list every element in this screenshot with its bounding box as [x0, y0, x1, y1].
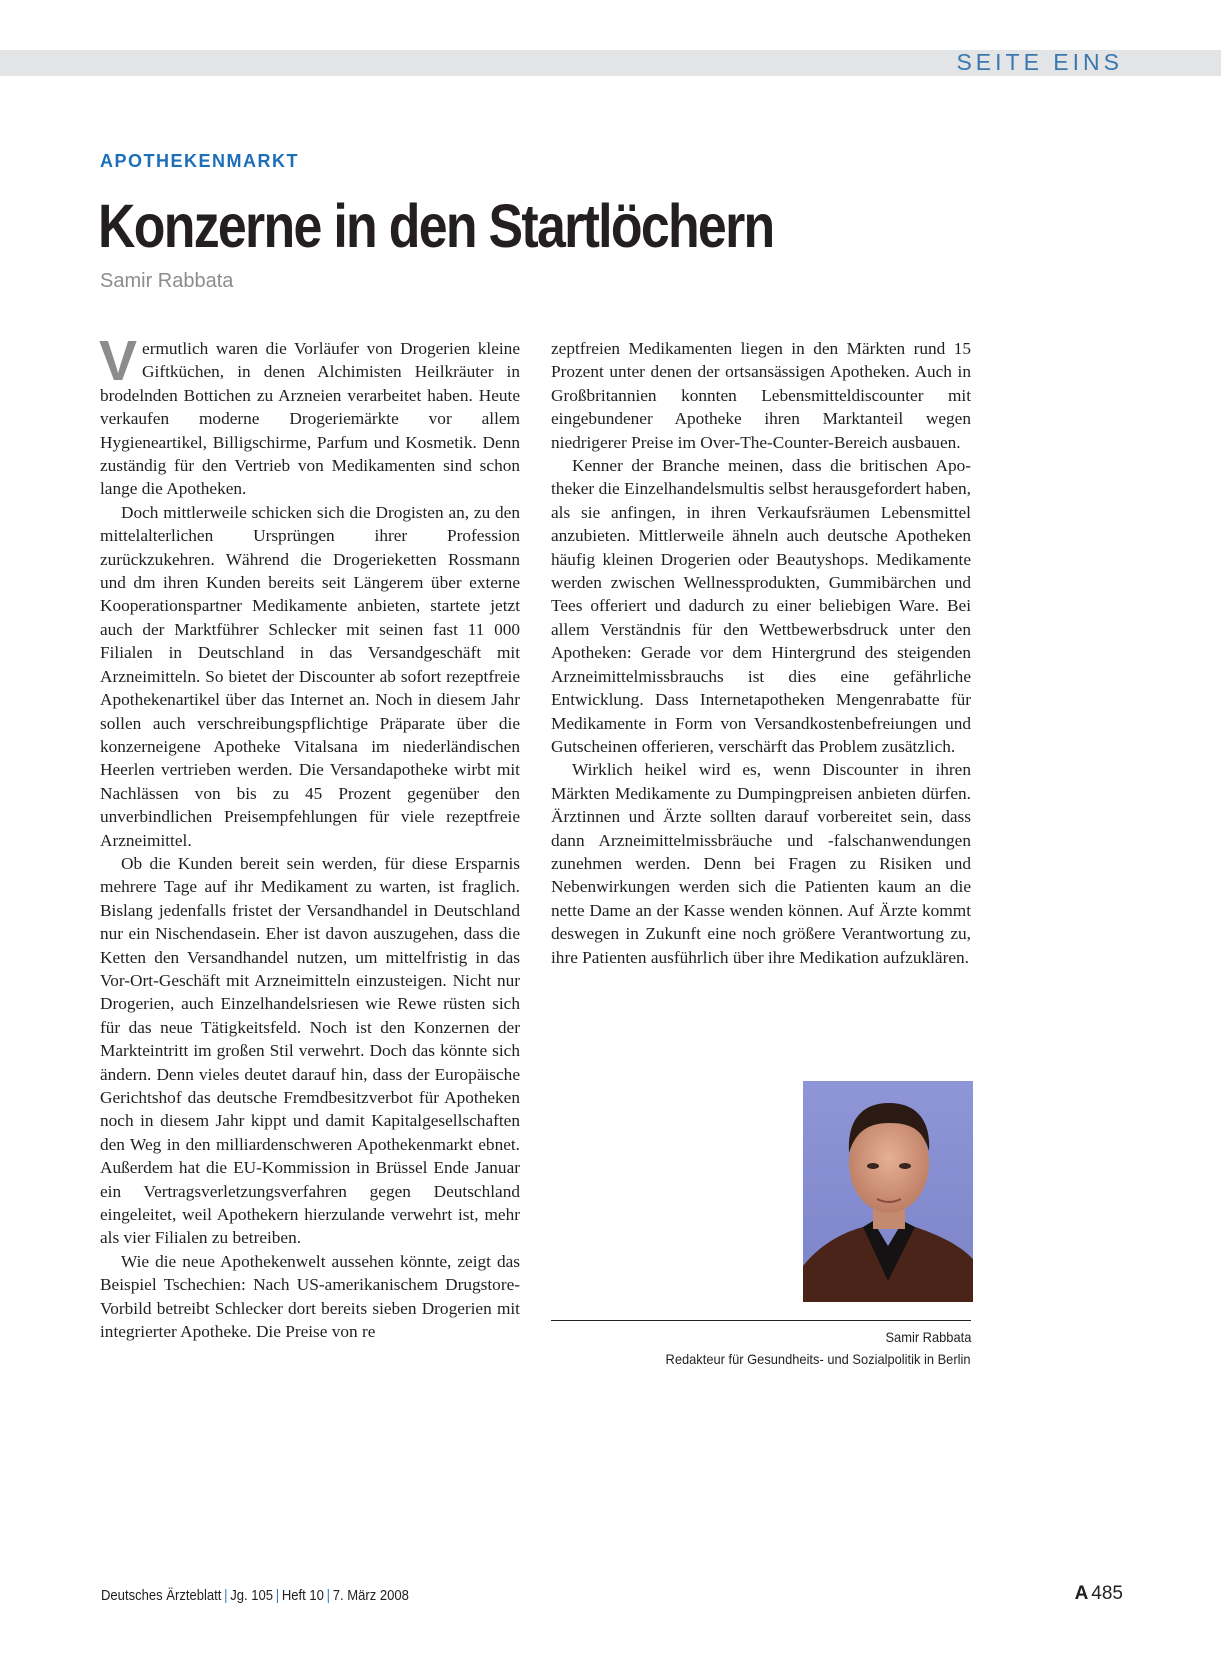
separator: |	[224, 1588, 228, 1604]
caption-role: Redakteur für Gesundheits- und Sozialpolitik in Berlin	[666, 1351, 971, 1367]
caption-rule	[551, 1320, 971, 1321]
author-portrait	[803, 1081, 973, 1302]
article-paragraph: Ob die Kunden bereit sein werden, für diese Ersparnis mehrere Tage auf ihr Medikament zu warten, ist fraglich. Bislang jedenfalls fristet der Versandhandel in Deutschland nur ein Nischendasein. Eher ist davon auszugehen, dass die Ketten den Versandhandel nutzen, um mittelfristig in das Vor-Ort-Geschäft mit Arzneimitteln einzusteigen. Nicht nur Drogerien, auch Einzelhandelsriesen wie Rewe rüsten sich für das neue Tätigkeitsfeld. Noch ist den Konzernen der Markteintritt im großen Stil verwehrt. Doch das könnte sich ändern. Denn vieles deutet darauf hin, dass der Europäische Gerichtshof das deutsche Fremdbesitzverbot für Apotheken noch in diesem Jahr kippt und damit Kapitalgesellschaften den Weg in den milliardenschweren Apothekenmarkt ebnet. Außerdem hat die EU-Kommission in Brüssel Ende Januar ein Vertragsverletzungsverfahren gegen Deutschland eingeleitet, weil Apothekern hierzulande verwehrt ist, mehr als vier Filialen zu betreiben.	[100, 853, 520, 1248]
separator: |	[275, 1588, 280, 1604]
journal-date: 7. März 2008	[332, 1588, 409, 1604]
article-paragraph: Doch mittlerweile schicken sich die Drogisten an, zu den mittelalterlichen Ursprüngen ihrer Profession zurückzukehren. Während die Drogerieketten Rossmann und dm ihren Kunden bereits seit Längerem über externe Kooperationspartner Medikamente anbieten, startete jetzt auch der Marktführer Schlecker mit seinen fast 11 000 Filialen in Deutschland in das Versandgeschäft mit Arzneimitteln. So bietet der Discounter ab sofort rezeptfreie Apothekenartikel über das Internet an. Noch in diesem Jahr sollen auch verschreibungspflichtige Präparate über die konzerneigene Apotheke Vitalsana im niederländischen Heerlen vertrieben werden. Die Versandapotheke wirbt mit Nachlässen von bis zu 45 Prozent gegenüber den unverbindlichen Preisempfehlungen für viele rezeptfreie Arzneimittel.	[100, 502, 520, 850]
footer-citation	[101, 1588, 409, 1604]
article-kicker: APOTHEKENMARKT	[100, 151, 299, 171]
caption-name: Samir Rabbata	[885, 1329, 971, 1345]
journal-issue: Heft 10	[281, 1588, 324, 1604]
article-author: Samir Rabbata	[100, 270, 234, 292]
page-number: A 485	[1074, 1583, 1123, 1604]
article-column-left	[99, 329, 520, 1343]
journal-name: Deutsches Ärzteblatt	[101, 1588, 222, 1604]
article-paragraph: Wirklich heikel wird es, wenn Discounter in ihren Märkten Medikamente zu Dumpingpreisen anbieten dürfen. Ärztinnen und Ärzte sollten darauf vorbereitet sein, dass dann Arzneimittelmissbräuche und -falschanwendungen zunehmen werden. Denn bei Fragen zu Risiken und Nebenwirkungen werden sich die Patienten kaum an die nette Dame an der Kasse wenden können. Auf Ärzte kommt deswegen in Zukunft eine noch größere Verantwortung zu, ihre Patienten ausführlich über ihre Medikation aufzuklären.	[551, 760, 971, 967]
drop-cap: V	[99, 329, 138, 393]
article-paragraph: zeptfreien Medikamenten liegen in den Märkten rund 15 Prozent unter denen der ortsansässigen Apotheken. Auch in Großbritannien konnten Lebensmitteldiscounter mit eingebundener Apotheke ihren Marktanteil wegen niedrigerer Preise im Over-The-Counter-Bereich ausbauen.	[551, 339, 971, 452]
article-paragraph: Vermutlich waren die Vorläufer von Drogerien kleine Giftküchen, in denen Alchimisten Heilkräuter in brodelnden Bottichen zu Arzneien verarbeitet haben. Heute verkaufen moderne Drogeriemärkte vor allem Hygieneartikel, Billigschirme, Parfum und Kosmetik. Denn zuständig für den Vertrieb von Medikamenten sind schon lange die Apotheken.	[99, 329, 520, 499]
article-paragraph: Kenner der Branche meinen, dass die britischen Apotheker die Einzelhandelsmultis selbst herausgefordert haben, als sie anfingen, in ihren Verkaufsräumen Lebensmittel anzubieten. Mittlerweile ähneln auch deutsche Apotheken häufig kleinen Drogerien oder Beautyshops. Medikamente werden zwischen Wellnessprodukten, Gummibärchen und Tees offeriert und dadurch zu einer beliebigen Ware. Bei allem Verständnis für den Wettbewerbsdruck unter den Apotheken: Gerade vor dem Hintergrund des steigenden Arzneimittelmissbrauchs ist dies eine gefährliche Entwicklung. Dass Internetapotheken Mengenrabatte für Medikamente in Form von Versandkostenbefreiungen und Gutscheinen offerieren, verschärft das Problem zusätzlich.	[551, 456, 971, 756]
journal-volume: Jg. 105	[230, 1588, 274, 1604]
article-title: Konzerne in den Startlöchern	[98, 192, 774, 260]
article-paragraph: Wie die neue Apothekenwelt aussehen könnte, zeigt das Beispiel Tschechien: Nach US-amerikanischem Drugstore-Vorbild betreibt Schlecker dort bereits sieben Drogerien mit integrierter Apotheke. Die Preise von re	[100, 1251, 520, 1342]
section-label: SEITE EINS	[956, 49, 1123, 75]
separator: |	[326, 1588, 331, 1604]
article-column-right	[551, 337, 971, 969]
